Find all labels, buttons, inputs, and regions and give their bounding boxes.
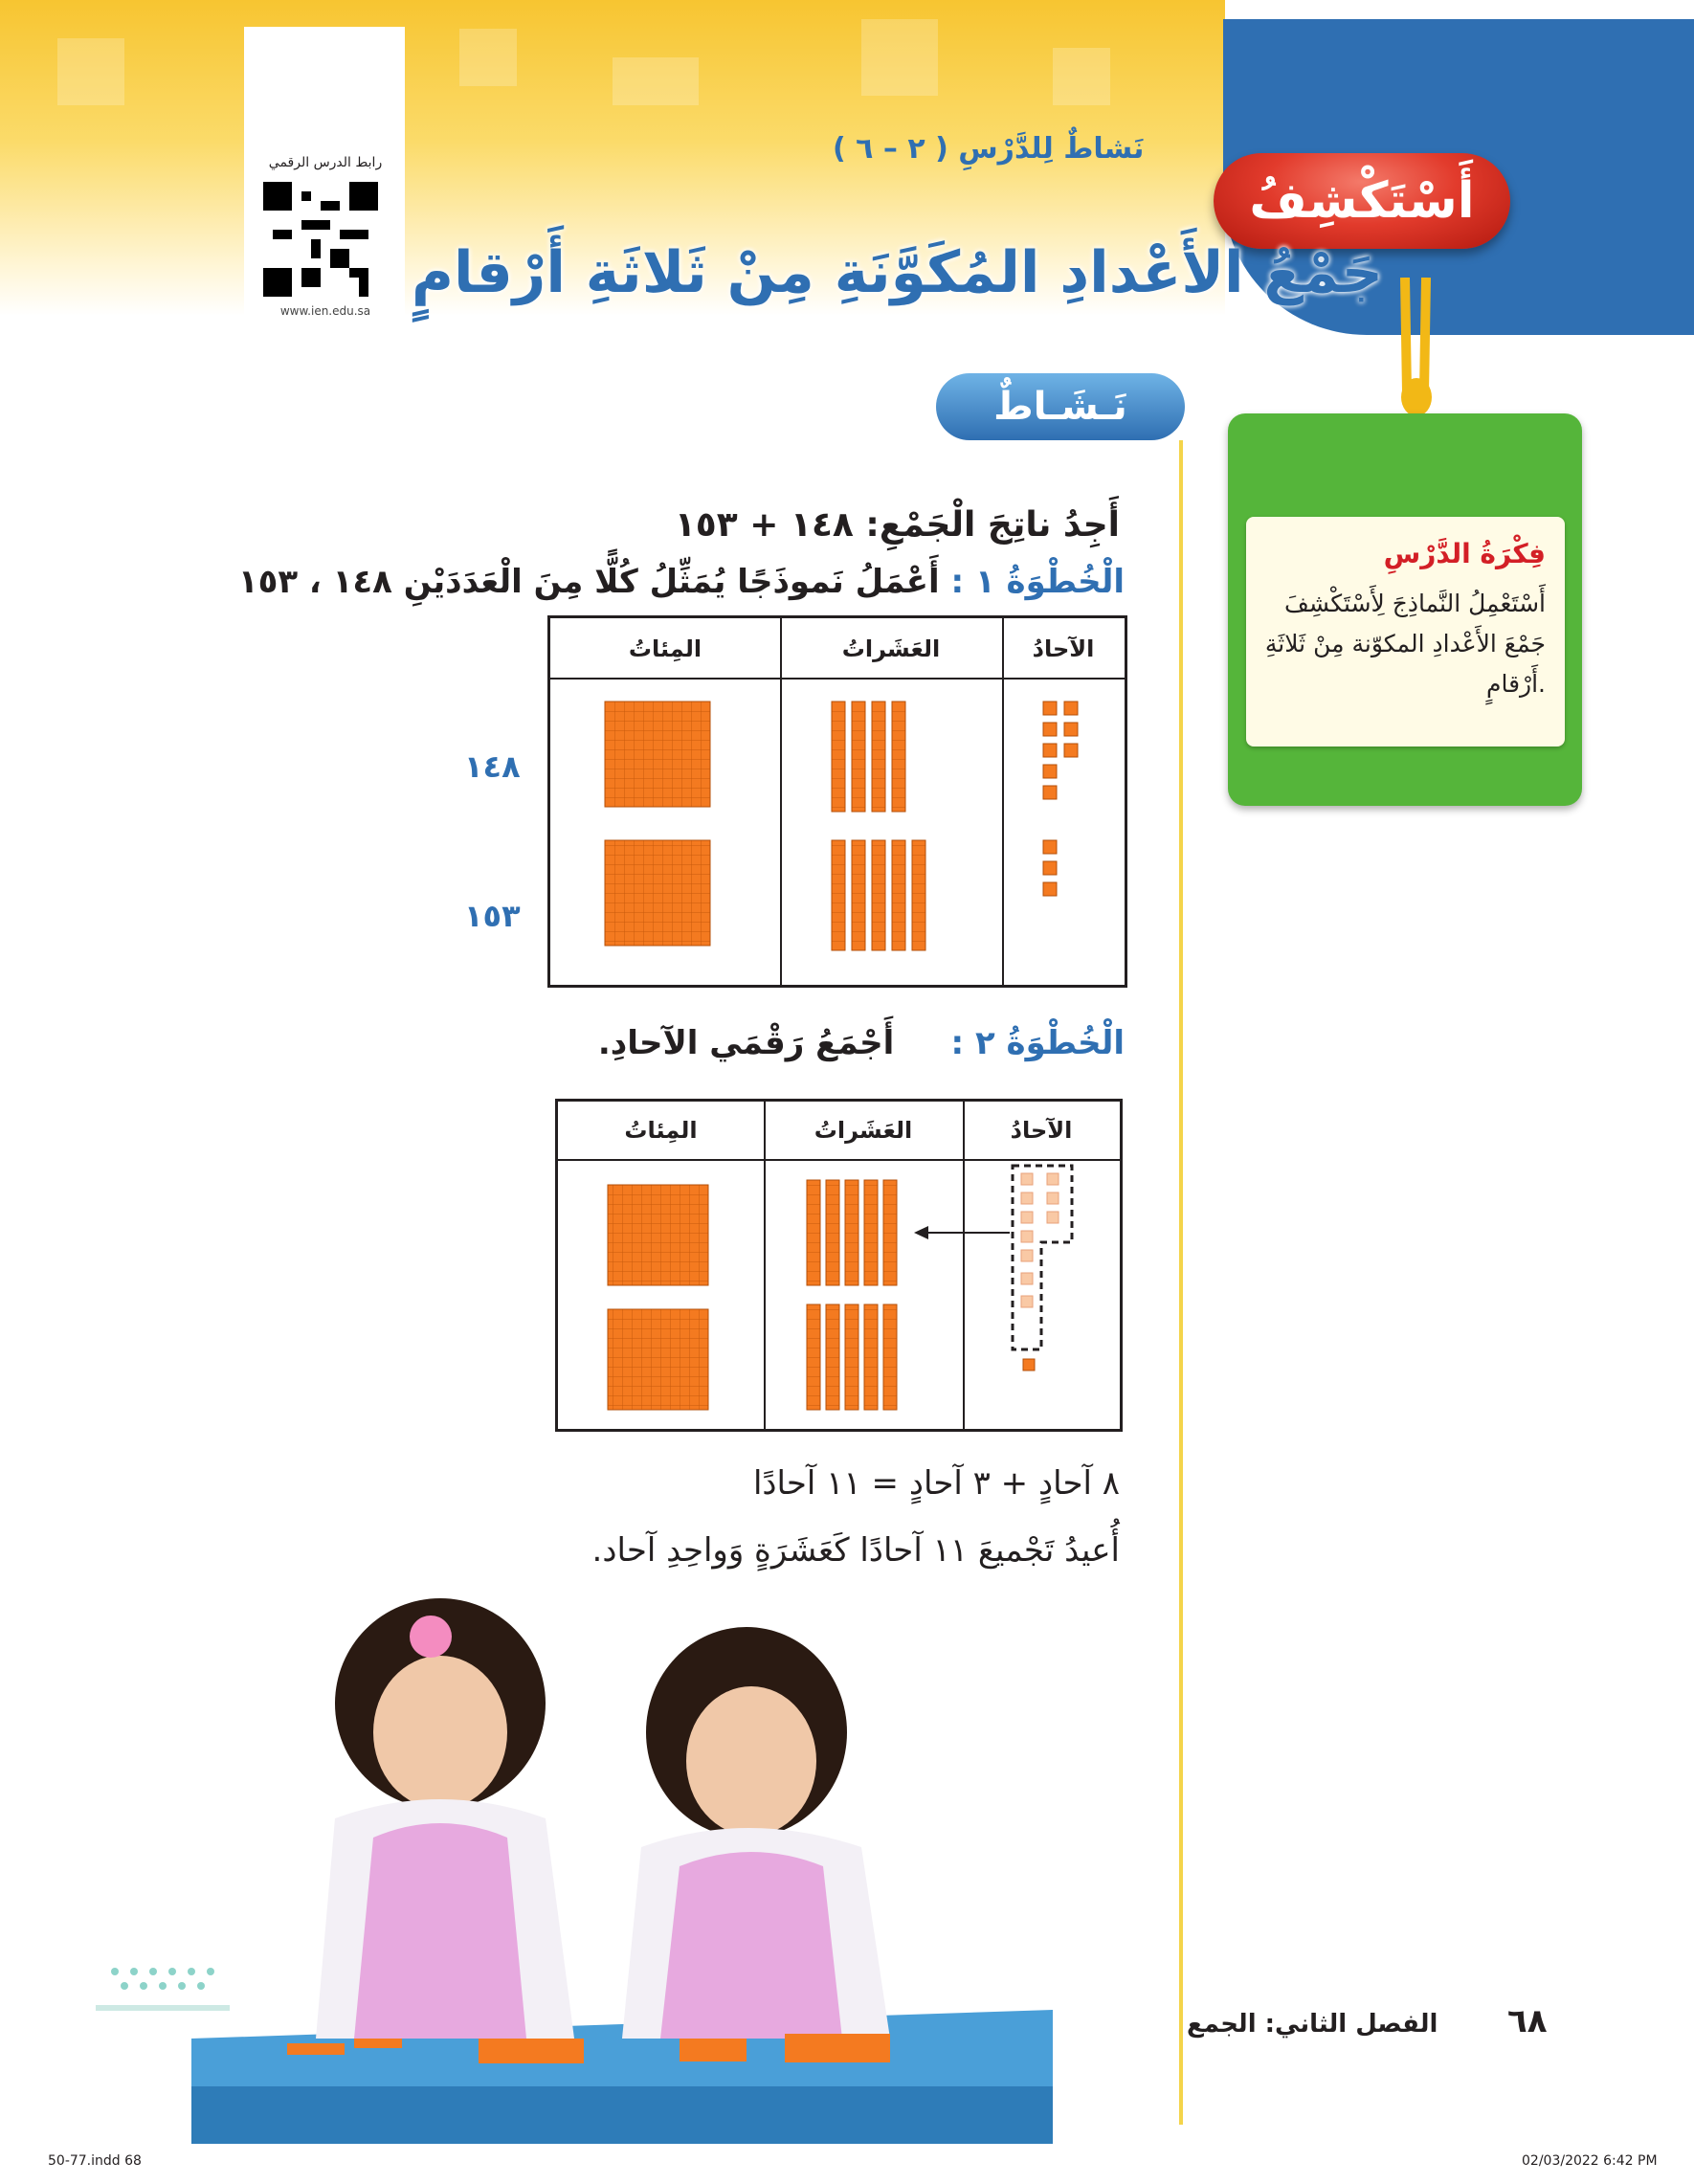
lesson-subtitle: نَشاطٌ لِلدَّرْسِ ( ٢ – ٦ )	[833, 132, 1145, 166]
step-2-label: الْخُطْوَةُ ٢ :	[950, 1024, 1125, 1062]
date-slug: 02/03/2022 6:42 PM	[1522, 2153, 1658, 2169]
lesson-idea-title: فِكْرَةُ الدَّرْسِ	[1383, 538, 1546, 569]
step-1-label: الْخُطْوَةُ ١ :	[950, 563, 1125, 601]
number-148: ١٤٨	[464, 748, 521, 785]
page-title: جَمْعُ الأَعْدادِ المُكَوَّنَةِ مِنْ ثَلاثَةِ أَرْقامٍ	[412, 239, 1383, 306]
activity-badge: نَـشَـاطٌ	[936, 373, 1185, 440]
number-153: ١٥٣	[464, 898, 521, 934]
ones-equation: ٨ آحادٍ + ٣ آحادٍ = ١١ آحادًا	[752, 1464, 1120, 1503]
step-1	[238, 563, 1125, 601]
lesson-idea-text: أَسْتَعْمِلُ النَّماذِجَ لِأَسْتَكْشِفَ جَمْعَ الأَعْدادِ المكوّنة مِنْ ثَلاثَةِ أَرْقامٍ.	[1264, 590, 1546, 698]
ones-header: الآحادُ	[1032, 635, 1095, 662]
qr-label: رابط الدرس الرقمي	[268, 155, 383, 170]
students-photo	[191, 1589, 1053, 2144]
page-number: ٦٨	[1507, 2002, 1548, 2040]
blocks-model-2	[555, 1099, 1117, 1426]
ones-header-2: الآحادُ	[1010, 1117, 1073, 1144]
tens-header-2: العَشَراتُ	[814, 1117, 913, 1144]
step-2-text: أَجْمَعُ رَقْمَي الآحادِ.	[597, 1024, 895, 1062]
step-2	[598, 1024, 1125, 1062]
tens-header: العَشَراتُ	[841, 635, 941, 662]
chapter-label: الفصل الثاني: الجمع	[1187, 2010, 1438, 2039]
file-slug: 50-77.indd 68	[48, 2153, 142, 2169]
blocks-model-1	[547, 615, 1122, 982]
activity-question: أَجِدُ ناتِجَ الْجَمْعِ: ١٤٨ + ١٥٣	[674, 505, 1120, 545]
column-divider	[1179, 440, 1183, 2125]
hundreds-header: المِئاتُ	[628, 635, 702, 662]
explore-badge: أَسْتَكْشِفُ	[1214, 153, 1510, 249]
rope-icon	[1397, 278, 1436, 431]
hundreds-header-2: المِئاتُ	[624, 1117, 698, 1144]
regroup-text: أُعيدُ تَجْميعَ ١١ آحادًا كَعَشَرَةٍ وَواحِدِ آحاد.	[591, 1531, 1120, 1570]
lesson-idea-box	[1246, 517, 1565, 747]
step-1-text: أَعْمَلُ نَموذَجًا يُمَثِّلُ كُلًّا مِنَ الْعَدَدَيْنِ ١٤٨ ، ١٥٣	[237, 563, 940, 601]
ministry-logo-icon	[96, 1957, 306, 2053]
qr-code-icon[interactable]	[263, 182, 378, 297]
qr-url: www.ien.edu.sa	[279, 304, 371, 318]
